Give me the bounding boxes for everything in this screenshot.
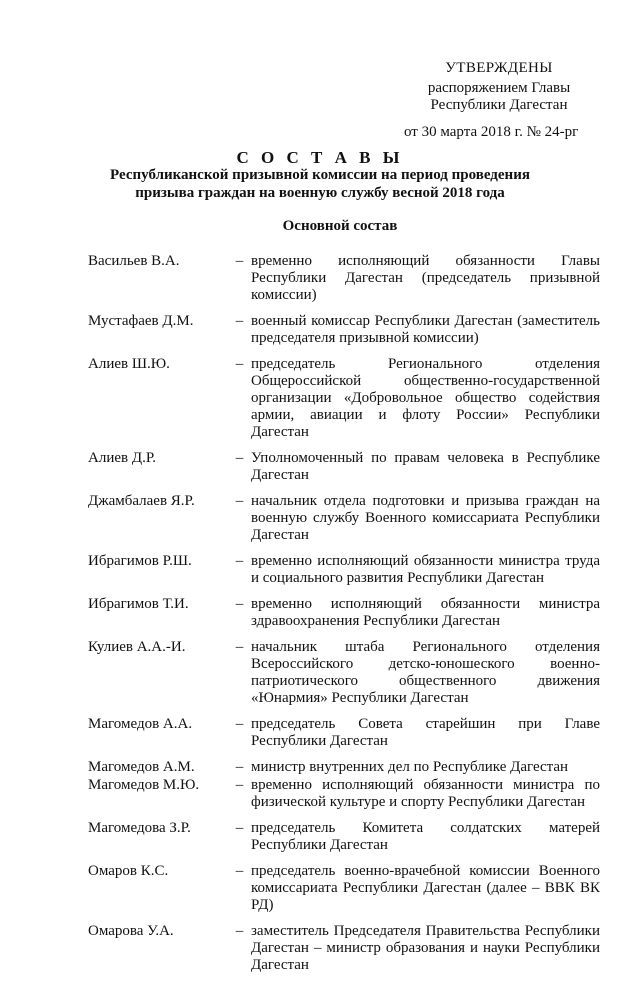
member-name: Магомедов А.М. [88, 759, 195, 775]
member-dash: – [235, 596, 244, 612]
member-name: Ибрагимов Т.И. [88, 596, 189, 612]
member-name: Кулиев А.А.-И. [88, 639, 186, 655]
member-name: Алиев Д.Р. [88, 450, 157, 466]
member-dash: – [235, 923, 244, 939]
member-name: Омаров К.С. [88, 863, 169, 879]
member-name: Магомедова З.Р. [88, 820, 191, 836]
member-dash: – [235, 777, 244, 793]
member-role: председатель Комитета солдатских матерей Республики Дагестан [251, 820, 600, 853]
member-dash: – [235, 553, 244, 569]
member-entry [88, 450, 608, 484]
member-list [88, 253, 608, 983]
member-role: председатель Совета старейшин при Главе Республики Дагестан [251, 716, 600, 749]
member-entry [88, 313, 608, 347]
member-dash: – [235, 493, 244, 509]
member-dash: – [235, 820, 244, 836]
approval-block [0, 0, 640, 140]
member-entry [88, 759, 608, 776]
member-dash: – [235, 759, 244, 775]
member-name: Омарова У.А. [88, 923, 174, 939]
member-role: начальник штаба Регионального отделения Всероссийского детско-юношеского военно-патриотического общественного движения «Юнармия» Республики Дагестан [251, 639, 600, 706]
document-subtitle: Республиканской призывной комиссии на период проведения призыва граждан на военную службу весной 2018 года [110, 167, 530, 201]
member-role: министр внутренних дел по Республике Дагестан [251, 759, 569, 775]
approval-date-line: от 30 марта 2018 г. № 24-рг [404, 124, 579, 140]
member-role: временно исполняющий обязанности министра здравоохранения Республики Дагестан [251, 596, 600, 629]
member-entry [88, 923, 608, 974]
approval-heading: УТВЕРЖДЕНЫ [445, 60, 553, 76]
member-dash: – [235, 863, 244, 879]
member-entry [88, 639, 608, 707]
member-entry [88, 553, 608, 587]
member-dash: – [235, 313, 244, 329]
member-entry [88, 716, 608, 750]
member-role: временно исполняющий обязанности министра труда и социального развития Республики Дагестан [251, 553, 600, 586]
member-name: Магомедов М.Ю. [88, 777, 200, 793]
member-dash: – [235, 253, 244, 269]
approval-authority-line: Республики Дагестан [430, 97, 568, 113]
member-entry [88, 820, 608, 854]
member-role: Уполномоченный по правам человека в Республике Дагестан [251, 450, 600, 483]
member-entry [88, 253, 608, 304]
member-name: Джамбалаев Я.Р. [88, 493, 195, 509]
member-role: начальник отдела подготовки и призыва граждан на военную службу Военного комиссариата Республики Дагестан [251, 493, 600, 543]
member-entry [88, 356, 608, 441]
section-title: Основной состав [282, 218, 398, 234]
member-role: председатель Регионального отделения Общероссийской общественно-государственной организации «Добровольное общество содействия армии, авиации и флоту России» Республики Дагестан [251, 356, 600, 440]
member-entry [88, 777, 608, 811]
member-role: военный комиссар Республики Дагестан (заместитель председателя призывной комиссии) [251, 313, 600, 346]
member-role: заместитель Председателя Правительства Республики Дагестан – министр образования и науки Республики Дагестан [251, 923, 600, 973]
member-entry [88, 493, 608, 544]
member-name: Алиев Ш.Ю. [88, 356, 170, 372]
member-dash: – [235, 639, 244, 655]
member-role: временно исполняющий обязанности Главы Республики Дагестан (председатель призывной комиссии) [251, 253, 600, 303]
member-dash: – [235, 716, 244, 732]
document-title: С О С Т А В Ы [236, 148, 404, 167]
member-role: председатель военно-врачебной комиссии Военного комиссариата Республики Дагестан (далее – ВВК ВК РД) [251, 863, 600, 913]
member-dash: – [235, 450, 244, 466]
member-entry [88, 596, 608, 630]
approval-order-line: распоряжением Главы [427, 80, 571, 96]
member-name: Магомедов А.А. [88, 716, 193, 732]
member-dash: – [235, 356, 244, 372]
member-role: временно исполняющий обязанности министра по физической культуре и спорту Республики Дагестан [251, 777, 600, 810]
member-name: Мустафаев Д.М. [88, 313, 194, 329]
member-name: Ибрагимов Р.Ш. [88, 553, 192, 569]
member-entry [88, 863, 608, 914]
member-name: Васильев В.А. [88, 253, 180, 269]
